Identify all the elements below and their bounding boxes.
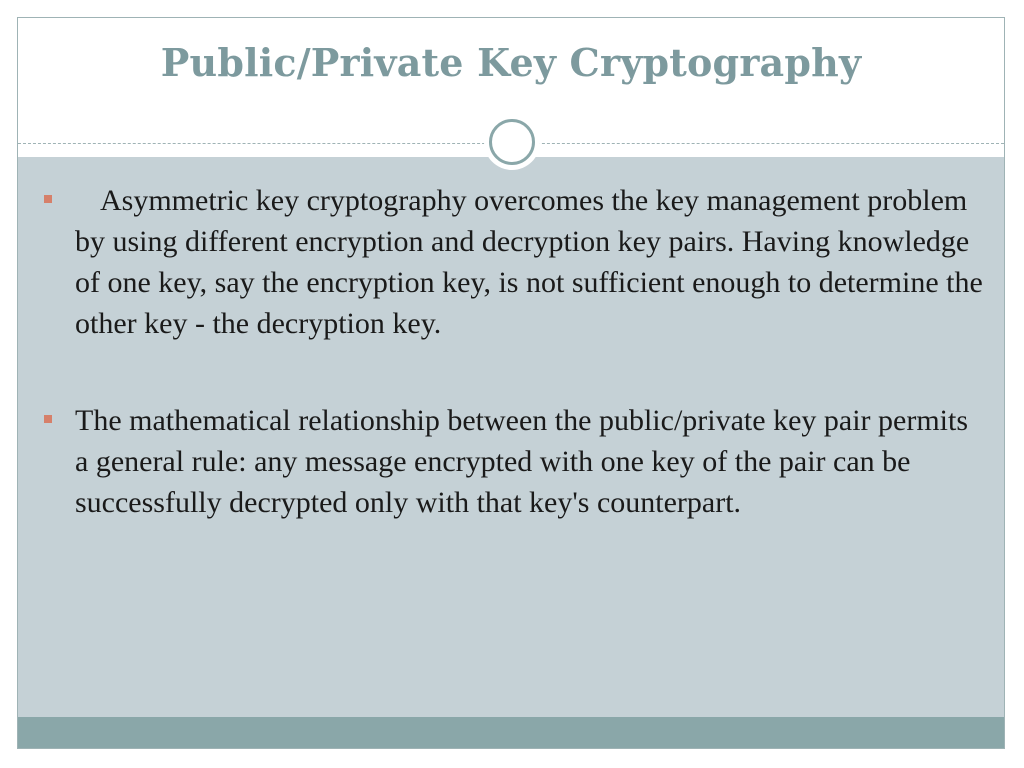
bullet-list (18, 180, 1004, 523)
slide (17, 17, 1005, 749)
emblem-ring (489, 119, 535, 165)
bullet-item (18, 180, 1004, 344)
bullet-text: Asymmetric key cryptography overcomes the key management problem by using different encryption and decryption key pairs. Having knowledge of one key, say the encryption key, is not sufficient enough to determine the other key - the decryption key. (75, 184, 983, 340)
square-bullet-icon (44, 195, 52, 203)
footer-band (18, 717, 1004, 749)
slide-title: Public/Private Key Cryptography (160, 40, 862, 85)
square-bullet-icon (44, 415, 52, 423)
bullet-text: The mathematical relationship between the public/private key pair permits a general rule: any message encrypted with one key of the pair can be successfully decrypted only with that key's counterpart. (75, 404, 969, 519)
bullet-item (18, 400, 1004, 523)
ring-emblem-icon (484, 114, 540, 170)
